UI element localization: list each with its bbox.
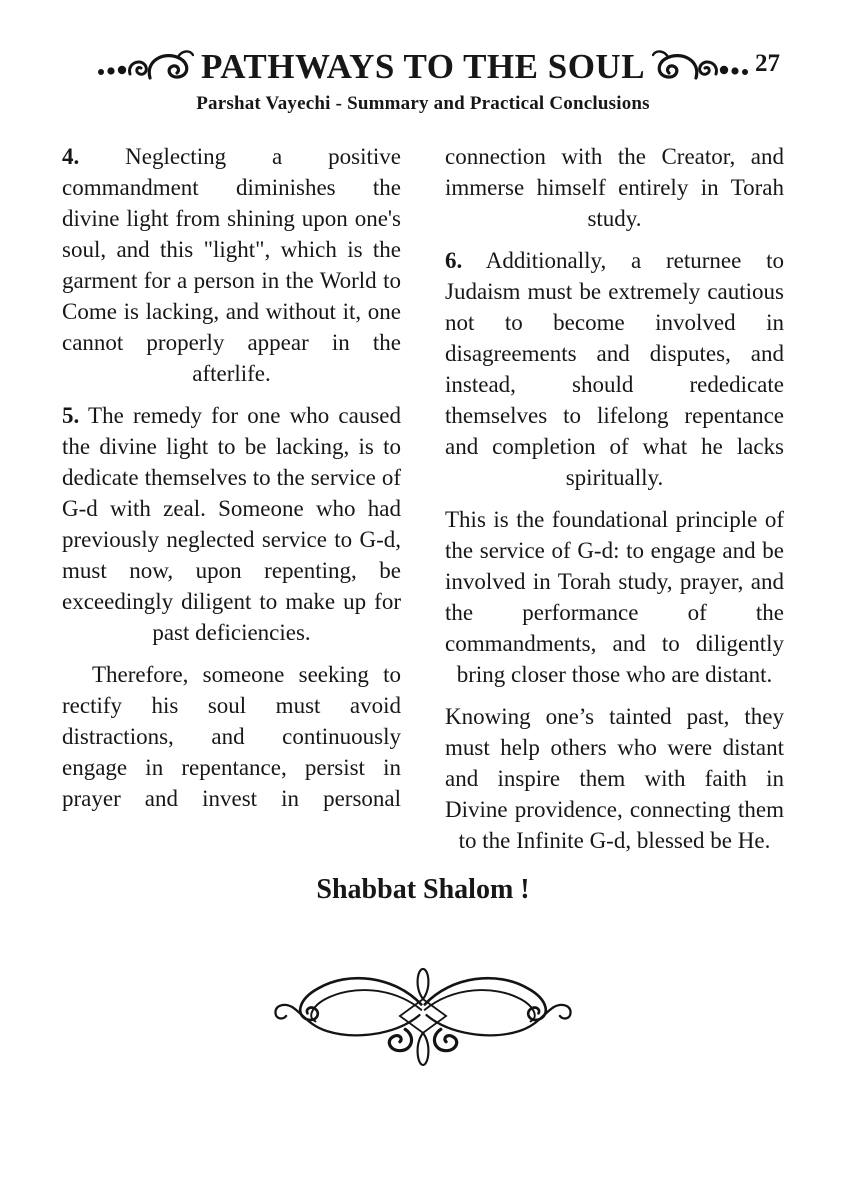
left-column [62, 141, 401, 856]
paragraph-text: The remedy for one who caused the divine light to be lacking, is to dedicate themselves to the service of G-d with zeal. Someone who had previously neglected service to G-d, must now, upon repenting, be exceedingly diligent to make up for past deficiencies. [62, 403, 401, 645]
page-header [0, 46, 846, 115]
header-flourish-left-icon [94, 46, 194, 86]
paragraph-5 [62, 400, 401, 648]
paragraph-therefore [62, 659, 401, 814]
paragraph-text: Therefore, someone seeking to rectify his soul must avoid distractions, and continuously engage in repentance, persist in prayer and invest in personal [62, 662, 401, 811]
paragraph-principle [445, 504, 784, 690]
paragraph-number: 5. [62, 403, 80, 428]
title-row [0, 46, 846, 86]
paragraph-text: Neglecting a positive commandment diminishes the divine light from shining upon one's soul, and this "light", which is the garment for a person in the World to Come is lacking, and without it, one cannot properly appear in the afterlife. [62, 144, 401, 386]
bottom-flourish-icon [0, 958, 846, 1074]
paragraph-text: connection with the Creator, and immerse himself entirely in Torah study. [445, 144, 784, 231]
paragraph-4 [62, 141, 401, 389]
right-column [445, 141, 784, 856]
header-flourish-right-icon [652, 46, 752, 86]
paragraph-knowing [445, 701, 784, 856]
paragraph-text: This is the foundational principle of the service of G-d: to engage and be involved in Torah study, prayer, and the performance of the commandments, and to diligently bring closer those who are distant. [445, 507, 784, 687]
closing-greeting: Shabbat Shalom ! [316, 874, 530, 905]
paragraph-text: Knowing one’s tainted past, they must help others who were distant and inspire them with faith in Divine providence, connecting them to the Infinite G-d, blessed be He. [445, 704, 784, 853]
body-columns [0, 141, 846, 856]
paragraph-number: 6. [445, 248, 463, 273]
page-number: 27 [755, 50, 780, 77]
paragraph-6 [445, 245, 784, 493]
paragraph-continuation [445, 141, 784, 234]
page-subtitle: Parshat Vayechi - Summary and Practical Conclusions [196, 93, 650, 114]
paragraph-number: 4. [62, 144, 80, 169]
paragraph-text: Additionally, a returnee to Judaism must be extremely cautious not to become involved in disagreements and disputes, and instead, should rededicate themselves to lifelong repentance and completion of what he lacks spiritually. [445, 248, 784, 490]
page-title: PATHWAYS TO THE SOUL [200, 46, 646, 86]
